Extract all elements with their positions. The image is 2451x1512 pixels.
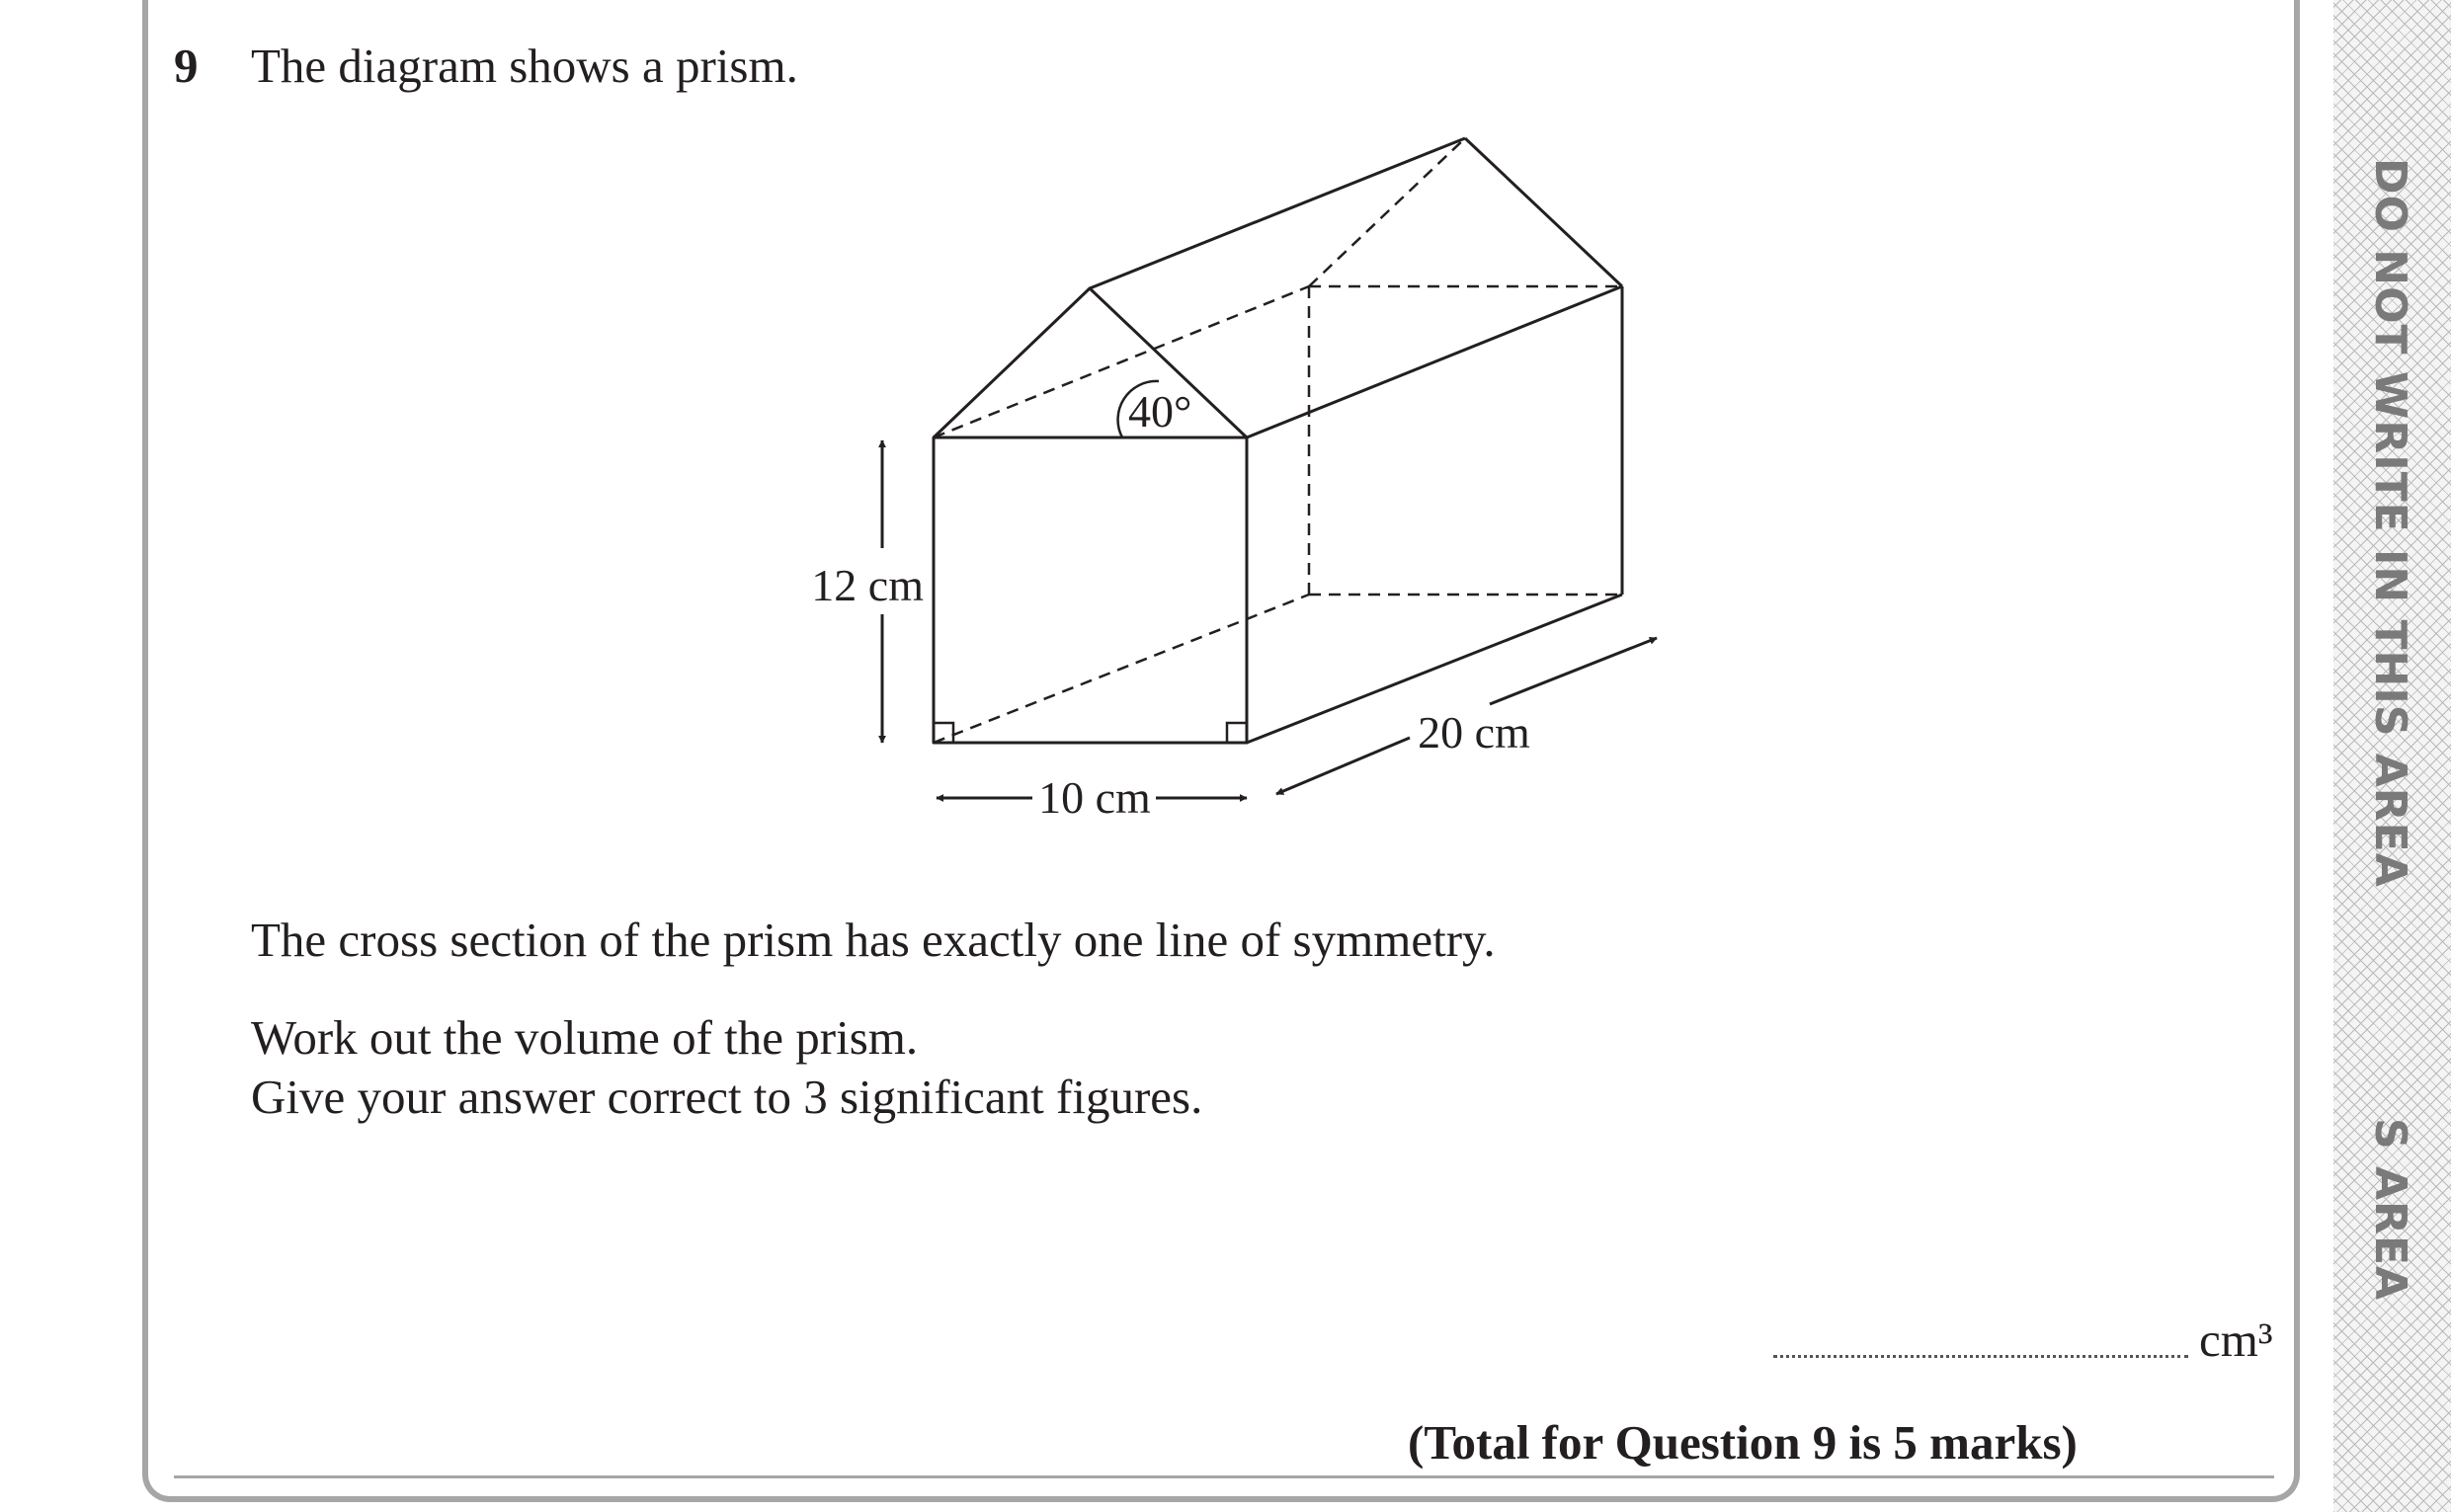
length-arrow-upper: [1490, 638, 1657, 704]
hidden-edge: [934, 595, 1309, 743]
front-face-edge: [934, 288, 1247, 743]
answer-unit: cm³: [2199, 1313, 2273, 1367]
length-arrow-lower: [1276, 738, 1410, 794]
back-roof-edge: [1465, 138, 1622, 286]
question-number: 9: [174, 39, 199, 93]
ridge-edge: [1090, 138, 1465, 288]
angle-label: 40°: [1128, 386, 1192, 437]
length-label: 20 cm: [1418, 707, 1530, 757]
eave-edge: [1247, 286, 1622, 438]
margin-warning-text-partial: S AREA: [2365, 1118, 2415, 1302]
hidden-edge: [1309, 138, 1465, 286]
height-label: 12 cm: [811, 560, 924, 610]
question-intro: The diagram shows a prism.: [251, 39, 798, 93]
symmetry-statement: The cross section of the prism has exactly one line of symmetry.: [251, 913, 1496, 967]
bottom-rule: [174, 1475, 2274, 1478]
width-label: 10 cm: [1038, 772, 1151, 823]
instruction-line-1: Work out the volume of the prism.: [251, 1010, 919, 1065]
right-angle-marker: [1227, 723, 1247, 743]
answer-field[interactable]: [1773, 1355, 2188, 1358]
hidden-edge: [934, 286, 1309, 438]
margin-warning-text: DO NOT WRITE IN THIS AREA: [2365, 158, 2415, 888]
instruction-line-2: Give your answer correct to 3 significant figures.: [251, 1070, 1203, 1124]
prism-diagram: [771, 119, 1758, 830]
total-marks: (Total for Question 9 is 5 marks): [1408, 1415, 2078, 1470]
